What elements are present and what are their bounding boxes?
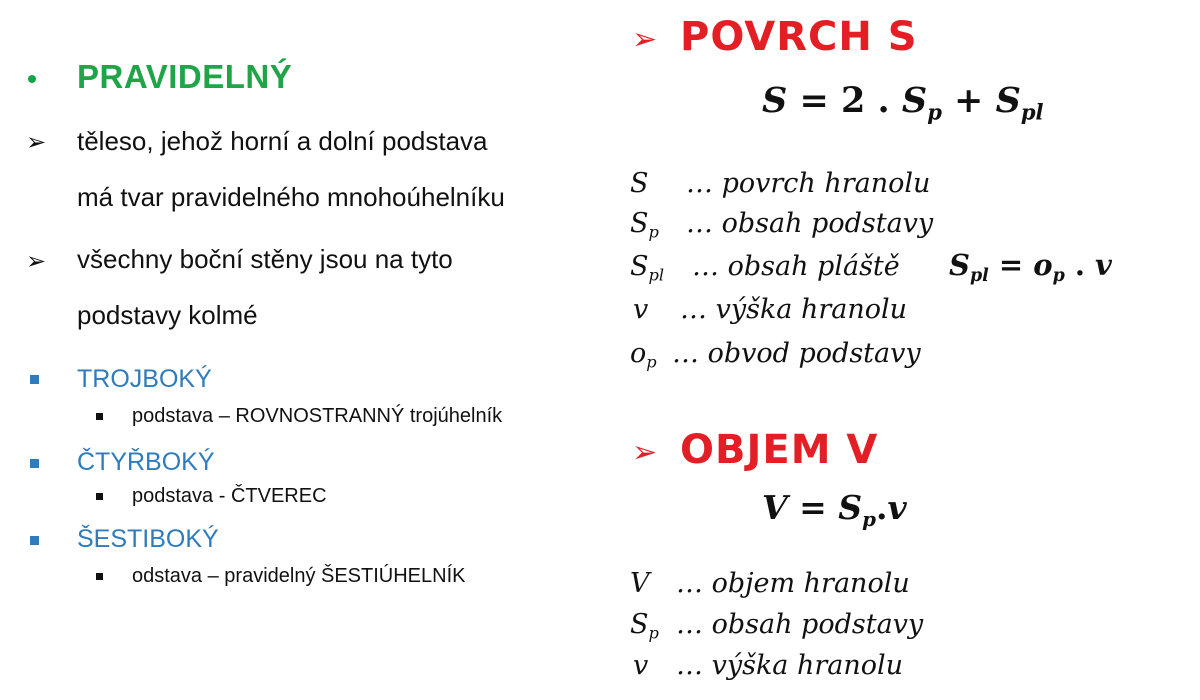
legend-description: … obsah podstavy: [686, 208, 934, 239]
type-detail: podstava – ROVNOSTRANNÝ trojúhelník: [132, 405, 503, 427]
side-area-formula: $S_{pl} = o_p$ . v: [949, 248, 1112, 287]
legend-symbol: $S_p$: [630, 609, 659, 643]
walls-line-2: podstavy kolmé: [77, 300, 258, 330]
legend-description: … výška hranolu: [676, 650, 904, 681]
walls-line-1: všechny boční stěny jsou na tyto: [77, 244, 453, 274]
arrow-bullet-icon: ➢: [26, 128, 47, 156]
red-arrow-bullet-icon: ➢: [632, 22, 658, 57]
blue-square-bullet-icon: [30, 375, 39, 384]
volume-heading: OBJEM V: [680, 427, 879, 473]
black-square-bullet-icon: [96, 413, 103, 420]
type-name: TROJBOKÝ: [77, 365, 212, 393]
legend-description: … objem hranolu: [676, 568, 910, 599]
black-square-bullet-icon: [96, 573, 103, 580]
type-name: ČTYŘBOKÝ: [77, 448, 215, 476]
section-heading-regular: PRAVIDELNÝ: [77, 58, 293, 95]
definition-line-2: má tvar pravidelného mnohoúhelníku: [77, 182, 505, 212]
legend-symbol: $o_p$: [630, 338, 657, 372]
volume-formula: $V = S_p.v$: [762, 488, 907, 531]
legend-description: … obsah pláště: [692, 251, 900, 282]
blue-square-bullet-icon: [30, 459, 39, 468]
legend-description: … obvod podstavy: [672, 338, 921, 369]
red-arrow-bullet-icon: ➢: [632, 435, 658, 470]
legend-symbol: $S_p$: [630, 208, 659, 242]
definition-line-1: těleso, jehož horní a dolní podstava: [77, 126, 488, 156]
legend-description: … výška hranolu: [680, 294, 908, 325]
surface-heading: POVRCH S: [680, 14, 918, 60]
blue-square-bullet-icon: [30, 536, 39, 545]
legend-description: … obsah podstavy: [676, 609, 924, 640]
legend-symbol: V: [630, 568, 650, 599]
arrow-bullet-icon: ➢: [26, 247, 47, 275]
legend-symbol: v: [633, 294, 649, 325]
black-square-bullet-icon: [96, 493, 103, 500]
legend-symbol: v: [633, 650, 649, 681]
legend-description: … povrch hranolu: [686, 168, 931, 199]
legend-symbol: $S_{pl}$: [630, 251, 665, 285]
legend-symbol: S: [630, 168, 649, 199]
type-detail: podstava - ČTVEREC: [132, 485, 327, 507]
type-name: ŠESTIBOKÝ: [77, 525, 219, 553]
surface-formula: S = 2 . $S_p + S_{pl}$: [762, 80, 1044, 125]
type-detail: odstava – pravidelný ŠESTIÚHELNÍK: [132, 565, 466, 587]
green-bullet-icon: [28, 75, 36, 83]
